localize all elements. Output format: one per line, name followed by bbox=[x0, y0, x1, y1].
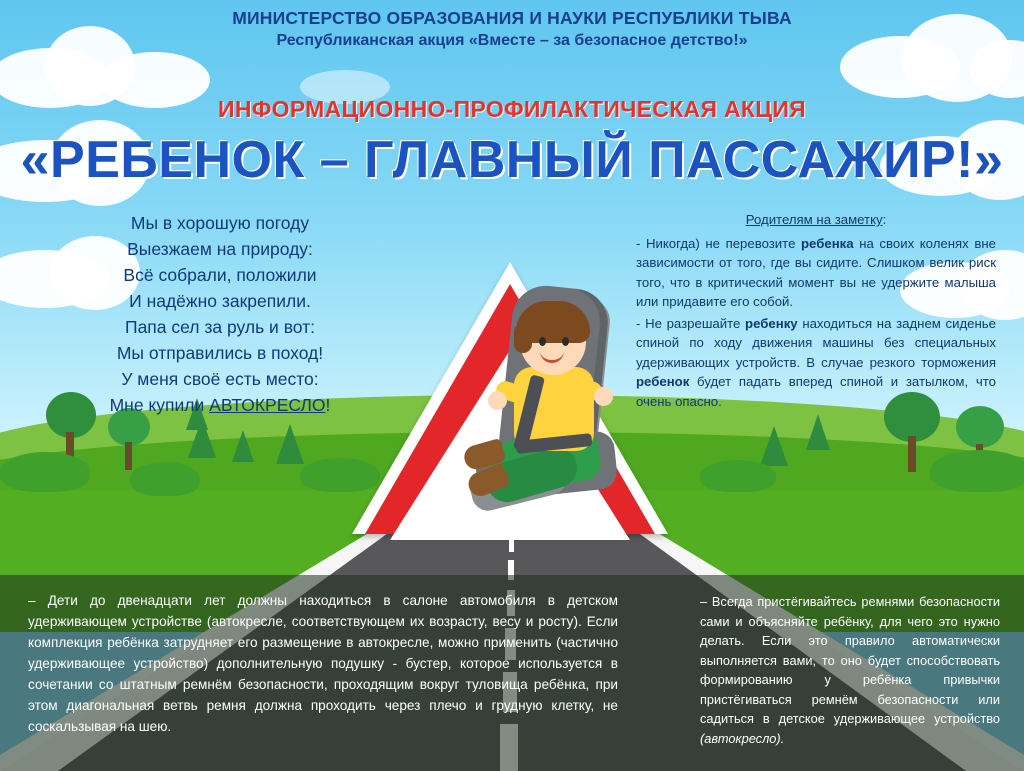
poem-line: Папа сел за руль и вот: bbox=[124, 317, 316, 337]
note-p2-bold-2: ребенок bbox=[636, 374, 690, 389]
poem-block bbox=[40, 210, 400, 418]
parents-note-paragraph-2 bbox=[636, 314, 996, 412]
child-hand-right bbox=[594, 387, 613, 406]
fir-tree-5 bbox=[806, 414, 830, 450]
note-p2-part-c: будет падать вперед спиной и затылком, что очень опасно. bbox=[636, 374, 996, 409]
child-figure bbox=[470, 287, 620, 517]
bottom-left-text: – Дети до двенадцати лет должны находиться в салоне автомобиля в детском удерживающем устройстве (автокресле, соответствующем их возрасту, весу и росту). Если комплекция ребёнка затрудняет его размещение в автокресле, можно применить (частично удерживающее устройство) дополнительную подушку - бустер, которое используется в сочетании со штатным ремнём безопасности, проходящим вокруг туловища ребёнка, при этом диагональная ветвь ремня должна проходить через плечо и грудную клетку, не соскальзывая на шею. bbox=[28, 593, 618, 734]
child-hand-left bbox=[488, 391, 507, 410]
poem-keyword-carseat: АВТОКРЕСЛО bbox=[209, 395, 326, 415]
note-p2-bold: ребенку bbox=[745, 315, 798, 331]
fir-tree-4 bbox=[760, 426, 788, 466]
poem-line: Всё собрали, положили bbox=[123, 265, 317, 285]
poem-line-last bbox=[40, 392, 400, 418]
poem-line: Мы в хорошую погоду bbox=[130, 213, 310, 233]
child-hair-side bbox=[514, 323, 532, 353]
parents-note-paragraph-1 bbox=[636, 234, 996, 312]
poem-last-suffix: ! bbox=[325, 395, 331, 415]
poem-last-prefix: Мне купили bbox=[109, 395, 210, 415]
parents-note-title-colon: : bbox=[882, 212, 887, 227]
parents-note-title-text: Родителям на заметку bbox=[745, 212, 883, 227]
warning-sign-illustration bbox=[352, 262, 672, 552]
child-eye-left bbox=[539, 337, 546, 346]
child-car-seat bbox=[470, 287, 620, 517]
page-title: «РЕБЕНОК – ГЛАВНЫЙ ПАССАЖИР!» bbox=[20, 131, 1004, 189]
fir-tree-3 bbox=[276, 424, 304, 464]
bottom-right-main: – Всегда пристёгивайтесь ремнями безопасности сами и объясняйте ребёнку, для чего это нужно делать. Если это правило автоматически выполняется вами, то оно будет способствовать формированию у ребёнка привычки пристёгиваться ремнём безопасности или садиться в детское удерживающее устройство bbox=[700, 594, 1000, 726]
bush-1 bbox=[0, 452, 90, 492]
note-p2-part-a: - Не разрешайте bbox=[636, 315, 746, 331]
poem-line: Мы отправились в поход! bbox=[116, 343, 324, 363]
subheading: ИНФОРМАЦИОННО-ПРОФИЛАКТИЧЕСКАЯ АКЦИЯ bbox=[217, 96, 806, 122]
bush-4 bbox=[700, 460, 776, 492]
poem-line: И надёжно закрепили. bbox=[129, 291, 311, 311]
poem-line: У меня своё есть место: bbox=[121, 369, 319, 389]
note-p2-part-b: находиться на заднем сиденье спиной по ходу движения машины без специальных удерживающих устройств. В случае резкого торможения bbox=[636, 315, 997, 370]
bottom-right-italic: (автокресло). bbox=[700, 730, 785, 746]
note-p1-bold: ребенка bbox=[801, 235, 854, 251]
ministry-line: МИНИСТЕРСТВО ОБРАЗОВАНИЯ И НАУКИ РЕСПУБЛИКИ ТЫВА bbox=[232, 8, 792, 28]
parents-note-title bbox=[636, 210, 996, 230]
child-eye-right bbox=[562, 337, 569, 346]
note-p1-part-a: - Никогда) не перевозите bbox=[636, 235, 801, 251]
campaign-line: Республиканская акция «Вместе – за безопасное детство!» bbox=[276, 32, 748, 49]
parents-note-block bbox=[636, 210, 996, 411]
bush-5 bbox=[930, 450, 1024, 492]
header-block bbox=[0, 8, 1024, 50]
poem-line: Выезжаем на природу: bbox=[127, 239, 313, 259]
bush-2 bbox=[130, 462, 200, 496]
bottom-right-text bbox=[700, 592, 1000, 748]
fir-tree-2 bbox=[232, 430, 254, 462]
note-p1-part-b: на своих коленях вне зависимости от того, где вы сидите. Слишком велик риск того, что в критический момент вы не удержите малыша или придавите его собой. bbox=[636, 235, 996, 309]
